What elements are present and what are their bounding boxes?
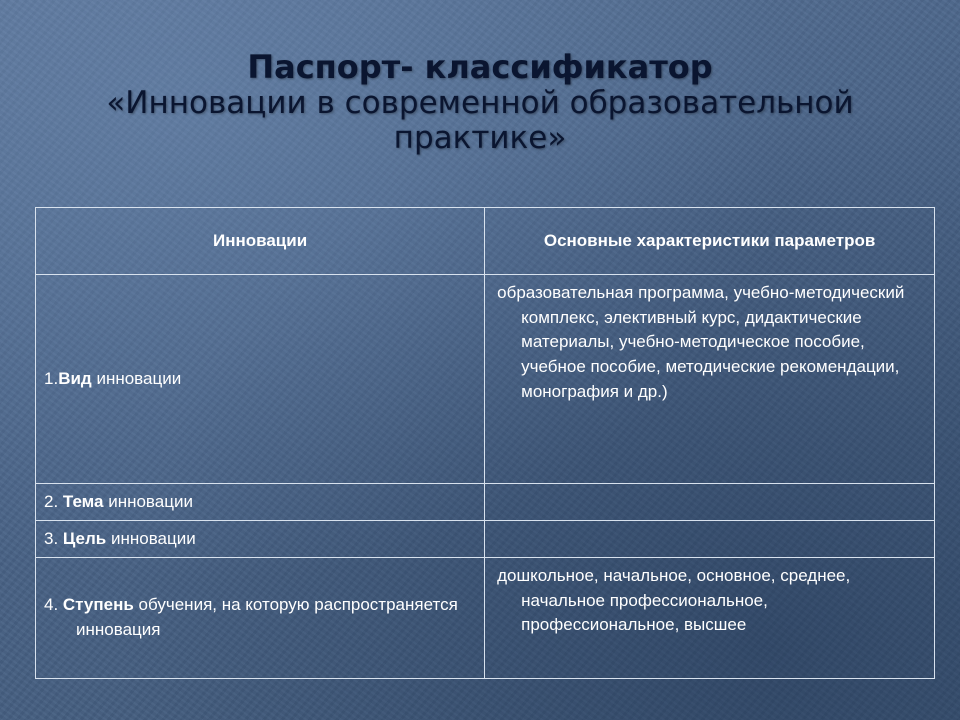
row-1-value: образовательная программа, учебно-методический комплекс, элективный курс, дидактические материалы, учебно-методическое пособие, учебное пособие, методические рекомендации, монография и др.) <box>497 283 905 401</box>
row-4-parameter-cell <box>36 558 485 679</box>
table-row <box>36 484 935 521</box>
row-3-term: Цель <box>62 528 107 548</box>
row-4-rest: обучения, на которую распространяется инновация <box>76 595 458 639</box>
row-3-parameter <box>44 529 196 548</box>
row-1-number: 1. <box>44 368 59 388</box>
row-1-parameter <box>44 369 181 388</box>
table-row <box>36 275 935 484</box>
header-characteristics: Основные характеристики параметров <box>485 208 935 275</box>
table-header-row <box>36 208 935 275</box>
header-innovations: Инновации <box>36 208 485 275</box>
row-2-term: Тема <box>62 491 104 511</box>
row-4-number: 4. <box>44 595 63 615</box>
row-2-rest: инновации <box>103 491 193 511</box>
row-4-parameter <box>44 593 476 642</box>
title-subtitle-line: «Инновации в современной образовательной практике» <box>106 84 854 156</box>
row-2-parameter-cell <box>36 484 485 521</box>
row-2-value-cell <box>485 484 935 521</box>
row-3-parameter-cell <box>36 521 485 558</box>
row-4-value: дошкольное, начальное, основное, среднее, начальное профессиональное, профессиональное, высшее <box>497 566 851 635</box>
row-3-rest: инновации <box>106 528 196 548</box>
row-3-number: 3. <box>44 528 63 548</box>
row-1-parameter-cell <box>36 275 485 484</box>
row-1-rest: инновации <box>91 368 182 388</box>
row-1-term: Вид <box>58 368 92 388</box>
row-2-number: 2. <box>44 491 63 511</box>
title-bold-line: Паспорт- классификатор <box>247 48 713 86</box>
slide-title <box>40 50 920 155</box>
table-row <box>36 558 935 679</box>
passport-table <box>35 207 935 679</box>
row-2-parameter <box>44 492 193 511</box>
row-4-value-cell <box>485 558 935 679</box>
table-row <box>36 521 935 558</box>
row-3-value-cell <box>485 521 935 558</box>
row-4-term: Ступень <box>62 595 134 615</box>
row-1-value-cell <box>485 275 935 484</box>
